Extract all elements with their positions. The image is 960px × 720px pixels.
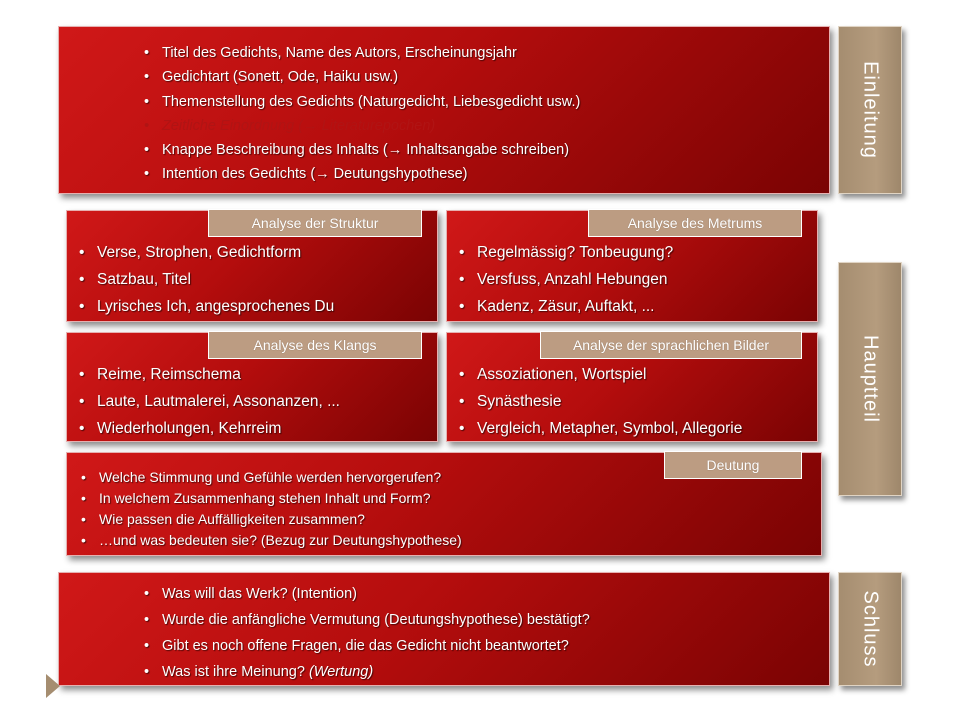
list-item: • Wiederholungen, Kehrreim: [97, 415, 340, 442]
list-item: • Knappe Beschreibung des Inhalts (→ Inhaltsangabe schreiben): [162, 138, 580, 162]
deutung-list: [99, 467, 462, 551]
list-item: • Synästhesie: [477, 388, 742, 415]
schluss-box: [58, 572, 830, 686]
list-item: • In welchem Zusammenhang stehen Inhalt und Form?: [99, 488, 462, 509]
list-item: • Kadenz, Zäsur, Auftakt, ...: [477, 293, 673, 320]
bilder-tag: Analyse der sprachlichen Bilder: [540, 331, 802, 359]
schluss-label: [838, 572, 902, 686]
struktur-list: [97, 239, 334, 320]
list-item: • Laute, Lautmalerei, Assonanzen, ...: [97, 388, 340, 415]
wertung-text: (Wertung): [308, 664, 374, 680]
meinung-text: Was ist ihre Meinung?: [162, 664, 309, 680]
list-item: • Satzbau, Titel: [97, 266, 334, 293]
triangle-arrow-icon: [46, 674, 60, 698]
hauptteil-label: [838, 262, 902, 496]
struktur-tag: Analyse der Struktur: [208, 209, 422, 237]
list-item: • Themenstellung des Gedichts (Naturgedicht, Liebesgedicht usw.): [162, 90, 580, 114]
list-item: • Welche Stimmung und Gefühle werden hervorgerufen?: [99, 467, 462, 488]
einleitung-label: [838, 26, 902, 194]
schluss-label-text: Schluss: [859, 590, 882, 668]
list-item: • Versfuss, Anzahl Hebungen: [477, 266, 673, 293]
metrum-list: [477, 239, 673, 320]
list-item: • Wie passen die Auffälligkeiten zusammen?: [99, 509, 462, 530]
list-item: • Was will das Werk? (Intention): [162, 581, 590, 607]
einleitung-box: [58, 26, 830, 194]
metrum-tag: Analyse des Metrums: [588, 209, 802, 237]
einleitung-label-text: Einleitung: [859, 61, 882, 159]
schluss-list: [162, 581, 590, 685]
klang-tag: Analyse des Klangs: [208, 331, 422, 359]
list-item: • Reime, Reimschema: [97, 361, 340, 388]
list-item: • Lyrisches Ich, angesprochenes Du: [97, 293, 334, 320]
hauptteil-label-text: Hauptteil: [859, 335, 882, 423]
list-item: • Gedichtart (Sonett, Ode, Haiku usw.): [162, 65, 580, 89]
list-item: • Verse, Strophen, Gedichtform: [97, 239, 334, 266]
bilder-list: [477, 361, 742, 442]
list-item: • Regelmässig? Tonbeugung?: [477, 239, 673, 266]
list-item: • Vergleich, Metapher, Symbol, Allegorie: [477, 415, 742, 442]
list-item: • Zeitliche Einordnung (→ Literaturepochen): [162, 114, 580, 138]
list-item: • Titel des Gedichts, Name des Autors, Erscheinungsjahr: [162, 41, 580, 65]
list-item: • Assoziationen, Wortspiel: [477, 361, 742, 388]
list-item: • Intention des Gedichts (→ Deutungshypothese): [162, 162, 580, 186]
list-item: • Gibt es noch offene Fragen, die das Gedicht nicht beantwortet?: [162, 633, 590, 659]
klang-list: [97, 361, 340, 442]
deutung-tag: Deutung: [664, 451, 802, 479]
list-item: • Wurde die anfängliche Vermutung (Deutungshypothese) bestätigt?: [162, 607, 590, 633]
list-item: [162, 659, 590, 685]
einleitung-list: [162, 41, 580, 187]
list-item: • …und was bedeuten sie? (Bezug zur Deutungshypothese): [99, 530, 462, 551]
